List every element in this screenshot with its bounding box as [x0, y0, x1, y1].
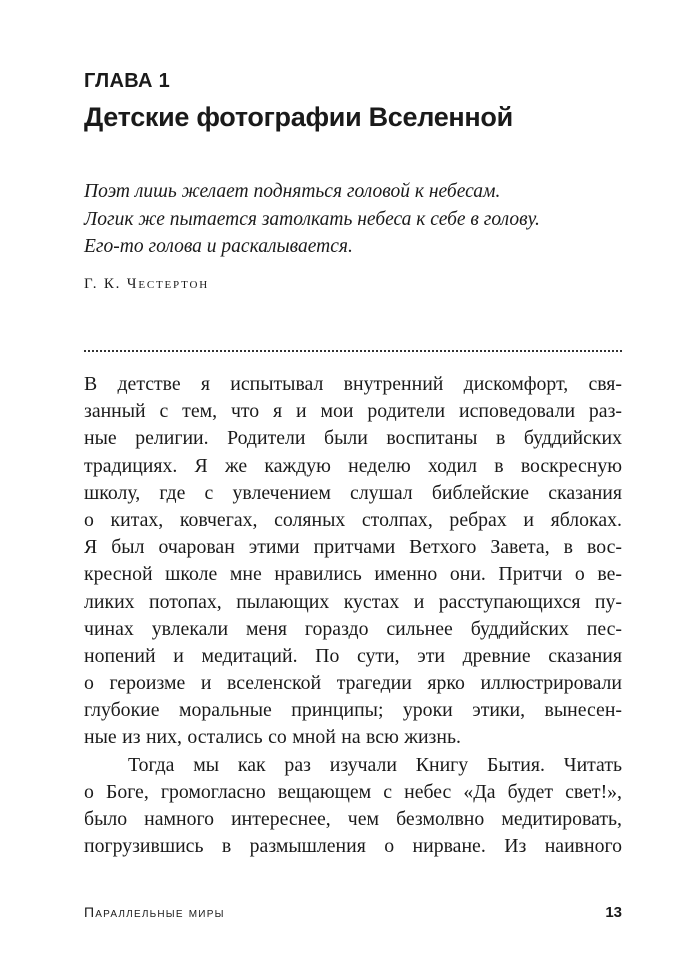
text-line: школу, где с увлечением слушал библейские сказания: [84, 481, 622, 504]
epigraph-line: Его-то голова и раскалывается.: [84, 236, 353, 257]
text-line: В детстве я испытывал внутренний дискомфорт, свя-: [84, 373, 622, 395]
text-line: погрузившись в размышления о нирване. Из наивного: [84, 835, 622, 858]
text-line: ликих потопах, пылающих кустах и расступающихся пу-: [84, 590, 622, 613]
dotted-divider: [84, 350, 622, 352]
text-line: занный с тем, что я и мои родители исповедовали раз-: [84, 400, 622, 423]
running-footer-title: Параллельные миры: [84, 904, 225, 920]
text-line: ные религии. Родители были воспитаны в буддийских: [84, 427, 622, 450]
body-text: [84, 371, 622, 860]
page-number: 13: [605, 904, 622, 921]
text-line: чинах увлекали меня гораздо сильнее буддийских пес-: [84, 617, 622, 640]
text-line: было намного интереснее, чем безмолвно медитировать,: [84, 808, 622, 830]
text-line: глубокие моральные принципы; уроки этики, вынесен-: [84, 699, 622, 722]
text-line: Тогда мы как раз изучали Книгу Бытия. Читать: [128, 753, 622, 776]
epigraph: [84, 178, 540, 261]
text-line: Я был очарован этими притчами Ветхого Завета, в вос-: [84, 536, 622, 559]
epigraph-line: Логик же пытается затолкать небеса к себе в голову.: [84, 208, 540, 230]
epigraph-author: Г. К. Честертон: [84, 276, 209, 292]
text-line: кресной школе мне нравились именно они. Притчи о ве-: [84, 563, 622, 586]
epigraph-line: Поэт лишь желает подняться головой к небесам.: [84, 181, 501, 202]
chapter-label: ГЛАВА 1: [84, 70, 170, 92]
text-line: о Боге, громогласно вещающем с небес «Да будет свет!»,: [84, 780, 622, 803]
chapter-title: Детские фотографии Вселенной: [84, 102, 513, 132]
text-line: ные из них, остались со мной на всю жизнь.: [84, 726, 461, 749]
text-line: традициях. Я же каждую неделю ходил в воскресную: [84, 454, 622, 477]
text-line: о китах, ковчегах, соляных столпах, ребрах и яблоках.: [84, 508, 622, 531]
text-line: нопений и медитаций. По сути, эти древние сказания: [84, 644, 622, 667]
text-line: о героизме и вселенской трагедии ярко иллюстрировали: [84, 672, 622, 695]
